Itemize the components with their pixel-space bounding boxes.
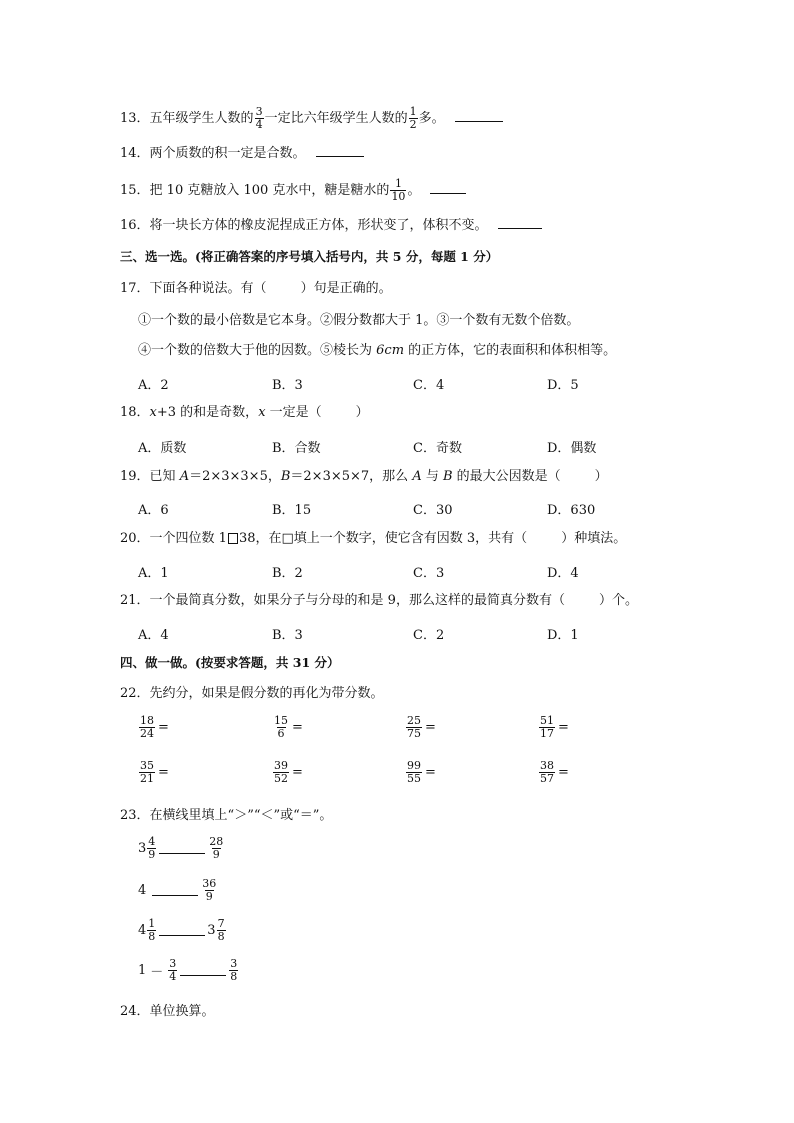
question-text: 的最大公因数是（ [452, 469, 561, 484]
question-23 [120, 808, 332, 824]
compare-blank[interactable] [152, 895, 198, 896]
question-text: 一个最简真分数，如果分子与分母的和是 9，那么这样的最简真分数有（ [149, 593, 565, 608]
question-number: 17． [120, 281, 150, 296]
variable: A [179, 469, 190, 484]
option-d[interactable]: D．630 [547, 503, 596, 518]
question-20 [120, 531, 626, 547]
fraction: $\frac{1}{8}$ [148, 917, 156, 943]
question-text: 。 [407, 183, 421, 198]
question-text: 单位换算。 [149, 1004, 215, 1019]
answer-blank[interactable] [430, 192, 466, 194]
question-21 [120, 593, 638, 609]
option-a[interactable]: A．2 [138, 378, 169, 393]
question-number: 22． [120, 686, 150, 701]
question-text: ）个。 [598, 593, 638, 608]
fraction: $\frac{39}{52}$ [274, 759, 288, 785]
question-text: ＝2×3×5×7，那么 [290, 469, 413, 484]
question-number: 24． [120, 1004, 150, 1019]
question-text: 已知 [149, 469, 180, 484]
question-text: 五年级学生人数的 [149, 111, 254, 126]
option-b[interactable]: B．2 [272, 566, 303, 581]
reduce-item [538, 715, 569, 740]
question-text: 将一块长方体的橡皮泥捏成正方体，形状变了，体积不变。 [149, 218, 488, 233]
question-22 [120, 686, 384, 702]
question-13 [120, 106, 503, 131]
whole-number: 4 [138, 923, 147, 938]
whole-number: 3 [138, 841, 147, 856]
reduce-item [272, 760, 303, 785]
question-text: 一定比六年级学生人数的 [264, 111, 408, 126]
question-text: 下面各种说法。有（ [149, 281, 267, 296]
question-18 [120, 405, 369, 421]
question-24 [120, 1004, 215, 1020]
fraction: $\frac{38}{57}$ [540, 759, 554, 785]
equals-sign: = [158, 765, 169, 780]
question-17 [120, 281, 392, 297]
question-number: 18． [120, 405, 150, 420]
variable: A [412, 469, 422, 484]
question-text: ） [594, 469, 608, 484]
fraction: $\frac{7}{8}$ [217, 917, 225, 943]
option-d[interactable]: D．1 [547, 628, 579, 643]
equals-sign: = [558, 720, 569, 735]
reduce-item [138, 715, 169, 740]
compare-item-4 [138, 958, 239, 983]
fraction: $\frac{15}{6}$ [274, 714, 288, 740]
fraction: $\frac{3}{4}$ [255, 105, 263, 131]
question-text: 一个四位数 1 [149, 531, 227, 546]
compare-blank[interactable] [180, 975, 226, 976]
fraction: $\frac{35}{21}$ [140, 759, 154, 785]
compare-item-2 [138, 878, 218, 903]
question-text: +3 的和是奇数， [156, 405, 259, 420]
fraction: $\frac{4}{9}$ [148, 835, 156, 861]
compare-blank[interactable] [159, 935, 205, 936]
question-text: 多。 [418, 111, 445, 126]
question-number: 13． [120, 111, 150, 126]
answer-blank[interactable] [455, 120, 503, 122]
option-a[interactable]: A．1 [138, 566, 169, 581]
question-text: 把 10 克糖放入 100 克水中，糖是糖水的 [149, 183, 390, 198]
variable: B [280, 469, 291, 484]
question-number: 23． [120, 808, 150, 823]
option-c[interactable]: C．2 [413, 628, 445, 643]
option-b[interactable]: B．3 [272, 628, 303, 643]
reduce-item [405, 760, 436, 785]
equals-sign: = [425, 720, 436, 735]
question-number: 16． [120, 218, 150, 233]
question-17-statements-2 [138, 343, 616, 359]
option-d[interactable]: D．4 [547, 566, 579, 581]
question-19 [120, 469, 608, 485]
option-d[interactable]: D．5 [547, 378, 579, 393]
question-number: 19． [120, 469, 150, 484]
option-d[interactable]: D．偶数 [547, 441, 597, 456]
fraction: $\frac{1}{10}$ [391, 177, 406, 203]
option-a[interactable]: A．4 [138, 628, 169, 643]
question-text: ）种填法。 [561, 531, 627, 546]
compare-item-1 [138, 836, 225, 861]
reduce-item [138, 760, 169, 785]
variable: B [442, 469, 453, 484]
question-17-statements-1: ①一个数的最小倍数是它本身。②假分数都大于 1。③一个数有无数个倍数。 [138, 313, 580, 328]
question-text: 38，在□填上一个数字，使它含有因数 3，共有（ [238, 531, 528, 546]
option-c[interactable]: C．4 [413, 378, 445, 393]
reduce-item [272, 715, 303, 740]
option-a[interactable]: A．质数 [138, 441, 187, 456]
fraction: $\frac{3}{4}$ [169, 957, 177, 983]
whole-number: 1 [138, 963, 147, 978]
question-number: 15． [120, 183, 150, 198]
statement-text: 的正方体，它的表面积和体积相等。 [404, 343, 617, 358]
whole-number: 3 [207, 923, 216, 938]
fraction: $\frac{3}{8}$ [230, 957, 238, 983]
equals-sign: = [425, 765, 436, 780]
option-b[interactable]: B．15 [272, 503, 312, 518]
section-4-heading: 四、做一做。(按要求答题，共 31 分） [120, 655, 340, 670]
reduce-item [538, 760, 569, 785]
digit-box [228, 533, 238, 544]
question-15 [120, 178, 466, 203]
option-c[interactable]: C．奇数 [413, 441, 462, 456]
unit: 6cm [376, 343, 405, 358]
question-text: ）句是正确的。 [300, 281, 392, 296]
compare-blank[interactable] [159, 853, 205, 854]
equals-sign: = [158, 720, 169, 735]
option-a[interactable]: A．6 [138, 503, 169, 518]
fraction: $\frac{51}{17}$ [540, 714, 554, 740]
statement-text: ④一个数的倍数大于他的因数。⑤棱长为 [138, 343, 377, 358]
compare-item-3 [138, 918, 227, 943]
question-text: ＝2×3×3×5， [189, 469, 281, 484]
question-text: ） [355, 405, 369, 420]
equals-sign: = [558, 765, 569, 780]
variable: x [149, 405, 157, 420]
fraction: $\frac{99}{55}$ [407, 759, 421, 785]
option-b[interactable]: B．3 [272, 378, 303, 393]
question-14 [120, 146, 364, 162]
question-text: 先约分，如果是假分数的再化为带分数。 [149, 686, 384, 701]
fraction: $\frac{36}{9}$ [202, 877, 217, 903]
question-number: 21． [120, 593, 150, 608]
variable: x [258, 405, 266, 420]
fraction: $\frac{28}{9}$ [209, 835, 224, 861]
fraction: $\frac{18}{24}$ [140, 714, 154, 740]
fraction: $\frac{25}{75}$ [407, 714, 421, 740]
option-c[interactable]: C．3 [413, 566, 445, 581]
answer-blank[interactable] [498, 227, 542, 229]
question-text: 两个质数的积一定是合数。 [149, 146, 306, 161]
option-c[interactable]: C．30 [413, 503, 453, 518]
answer-blank[interactable] [316, 155, 364, 157]
question-16 [120, 218, 542, 234]
question-number: 20． [120, 531, 150, 546]
section-3-heading: 三、选一选。(将正确答案的序号填入括号内，共 5 分，每题 1 分） [120, 249, 499, 264]
reduce-item [405, 715, 436, 740]
minus-sign: － [150, 965, 164, 980]
question-text: 一定是（ [265, 405, 322, 420]
equals-sign: = [292, 765, 303, 780]
question-text: 与 [421, 469, 443, 484]
question-text: 在横线里填上“＞”“＜”或“＝”。 [149, 808, 333, 823]
option-b[interactable]: B．合数 [272, 441, 321, 456]
whole-number: 4 [138, 883, 147, 898]
fraction: $\frac{1}{2}$ [409, 105, 417, 131]
equals-sign: = [292, 720, 303, 735]
question-number: 14． [120, 146, 150, 161]
